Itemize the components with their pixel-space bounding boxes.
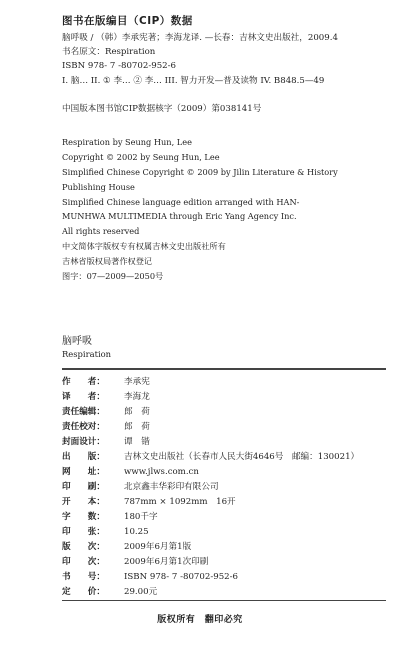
rights-line-3: Simplified Chinese Copyright © 2009 by Jilin Literature & History bbox=[62, 167, 338, 177]
detail-label: 作 者： bbox=[62, 377, 105, 387]
cip-line-2: 书名原文：Respiration bbox=[62, 47, 156, 57]
detail-value: 吉林文史出版社（长春市人民大街4646号 邮编：130021） bbox=[124, 452, 360, 462]
detail-value: 29.00元 bbox=[124, 587, 158, 597]
cip-title: 图书在版编目（CIP）数据 bbox=[62, 15, 193, 27]
rights-line-4: Publishing House bbox=[62, 182, 135, 192]
detail-label: 出 版： bbox=[62, 452, 105, 462]
rights-line-10: 图字：07—2009—2050号 bbox=[62, 271, 164, 281]
divider-top bbox=[62, 368, 386, 370]
cip-line-4: I. 脑… II. ① 李… ② 李… III. 智力开发—普及读物 IV. B848.5—49 bbox=[62, 76, 325, 86]
detail-value: 180千字 bbox=[124, 512, 158, 522]
detail-row-publisher bbox=[62, 452, 359, 463]
detail-label: 封面设计： bbox=[62, 437, 105, 447]
detail-row-format bbox=[62, 497, 236, 508]
book-subtitle: Respiration bbox=[62, 349, 112, 359]
detail-row-printer bbox=[62, 482, 219, 493]
detail-row-website bbox=[62, 467, 199, 478]
detail-row-word-count bbox=[62, 512, 158, 523]
cip-line-1: 脑呼吸 / （韩）李承宪著；李海龙译. —长春：吉林文史出版社，2009.4 bbox=[62, 33, 338, 43]
detail-label: 开 本： bbox=[62, 497, 105, 507]
detail-label: 书 号： bbox=[62, 572, 105, 582]
divider-bottom bbox=[62, 600, 386, 601]
book-title: 脑呼吸 bbox=[62, 336, 92, 347]
detail-label: 网 址： bbox=[62, 467, 105, 477]
detail-label: 印 次： bbox=[62, 557, 105, 567]
detail-row-price bbox=[62, 587, 157, 598]
detail-value: 李海龙 bbox=[124, 392, 150, 402]
detail-row-cover-design bbox=[62, 437, 150, 448]
rights-line-5: Simplified Chinese language edition arranged with HAN- bbox=[62, 197, 300, 207]
detail-label: 字 数： bbox=[62, 512, 105, 522]
detail-label: 译 者： bbox=[62, 392, 105, 402]
detail-label: 印 刷： bbox=[62, 482, 105, 492]
detail-label: 版 次： bbox=[62, 542, 105, 552]
detail-value: 2009年6月第1版 bbox=[124, 542, 192, 552]
detail-row-proofreader bbox=[62, 422, 150, 433]
rights-line-9: 吉林省版权局著作权登记 bbox=[62, 256, 153, 266]
detail-row-sheets bbox=[62, 527, 149, 538]
rights-line-8: 中文简体字版权专有权属吉林文史出版社所有 bbox=[62, 241, 226, 251]
rights-reserved-footer: 版权所有 翻印必究 bbox=[157, 615, 243, 625]
detail-value: 北京鑫丰华彩印有限公司 bbox=[124, 482, 219, 492]
detail-row-isbn bbox=[62, 572, 238, 583]
detail-value: 10.25 bbox=[124, 527, 149, 537]
rights-line-6: MUNHWA MULTIMEDIA through Eric Yang Agency Inc. bbox=[62, 211, 297, 221]
detail-label: 责任校对： bbox=[62, 422, 105, 432]
detail-label: 责任编辑： bbox=[62, 407, 105, 417]
detail-row-editor bbox=[62, 407, 150, 418]
detail-value: 李承宪 bbox=[124, 377, 150, 387]
detail-value: 郎 荷 bbox=[124, 407, 150, 417]
rights-line-2: Copyright © 2002 by Seung Hun, Lee bbox=[62, 152, 220, 162]
detail-value: 2009年6月第1次印刷 bbox=[124, 557, 209, 567]
cip-line-3: ISBN 978- 7 -80702-952-6 bbox=[62, 61, 177, 71]
detail-row-edition bbox=[62, 542, 191, 553]
detail-value: 谭 锴 bbox=[124, 437, 150, 447]
detail-row-author bbox=[62, 377, 150, 388]
detail-value: ISBN 978- 7 -80702-952-6 bbox=[124, 572, 239, 582]
detail-label: 印 张： bbox=[62, 527, 105, 537]
cip-catalog-note: 中国版本图书馆CIP数据核字（2009）第038141号 bbox=[62, 104, 262, 114]
detail-row-printing bbox=[62, 557, 208, 568]
detail-label: 定 价： bbox=[62, 587, 105, 597]
detail-value: 787mm × 1092mm 16开 bbox=[124, 497, 236, 507]
detail-row-translator bbox=[62, 392, 150, 403]
detail-value: www.jlws.com.cn bbox=[124, 467, 199, 477]
rights-line-7: All rights reserved bbox=[62, 226, 140, 236]
rights-line-1: Respiration by Seung Hun, Lee bbox=[62, 137, 192, 147]
detail-value: 郎 荷 bbox=[124, 422, 150, 432]
